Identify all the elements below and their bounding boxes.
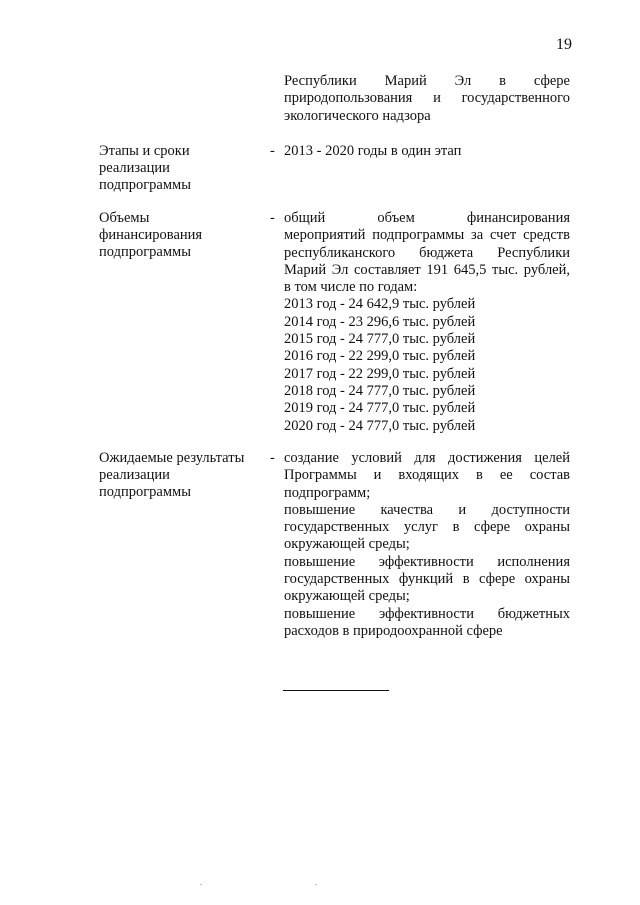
year-line: 2018 год - 24 777,0 тыс. рублей xyxy=(284,382,476,399)
label-line: Этапы и сроки xyxy=(99,143,190,159)
dash: - xyxy=(270,210,275,226)
text-line: повышение эффективности исполнения xyxy=(284,553,570,570)
label-line: реализации xyxy=(99,467,170,483)
dash: - xyxy=(270,143,275,159)
label-line: реализации xyxy=(99,160,170,176)
year-line: 2020 год - 24 777,0 тыс. рублей xyxy=(284,417,476,434)
text-line: в том числе по годам: xyxy=(284,279,418,296)
year-line: 2014 год - 23 296,6 тыс. рублей xyxy=(284,313,476,330)
financing-label xyxy=(99,210,264,261)
stages-label xyxy=(99,143,264,194)
dash: - xyxy=(270,450,275,466)
text-line: расходов в природоохранной сфере xyxy=(284,622,503,639)
text-line: повышение качества и доступности xyxy=(284,501,570,518)
results-value xyxy=(284,450,570,640)
label-line: подпрограммы xyxy=(99,244,191,260)
text-line: создание условий для достижения целей xyxy=(284,450,570,466)
text-line: Республики Марий Эл в сфере xyxy=(284,73,570,89)
label-line: подпрограммы xyxy=(99,484,191,500)
year-line: 2016 год - 22 299,0 тыс. рублей xyxy=(284,348,476,365)
financing-value xyxy=(284,210,570,435)
text-line: подпрограмм; xyxy=(284,484,371,501)
page-number: 19 xyxy=(556,36,572,53)
year-line: 2017 год - 22 299,0 тыс. рублей xyxy=(284,365,476,382)
text-line: Марий Эл составляет 191 645,5 тыс. рублей, xyxy=(284,261,570,278)
scan-speck xyxy=(315,884,317,885)
text-line: государственных услуг в сфере охраны xyxy=(284,519,570,536)
text-line: экологического надзора xyxy=(284,107,431,124)
closing-rule xyxy=(283,690,389,691)
label-line: подпрограммы xyxy=(99,177,191,193)
scan-speck xyxy=(200,884,202,885)
text-line: 2013 - 2020 годы в один этап xyxy=(284,143,462,159)
label-line: финансирования xyxy=(99,227,203,243)
text-line: мероприятий подпрограммы за счет средств xyxy=(284,227,570,244)
text-line: общий объем финансирования xyxy=(284,210,570,226)
text-line: окружающей среды; xyxy=(284,588,410,605)
text-line: природопользования и государственного xyxy=(284,90,570,107)
continuation-text xyxy=(284,73,570,125)
label-line: Объемы xyxy=(99,210,150,226)
year-line: 2013 год - 24 642,9 тыс. рублей xyxy=(284,296,476,313)
label-line: Ожидаемые результаты xyxy=(99,450,245,466)
stages-value xyxy=(284,143,570,160)
text-line: Программы и входящих в ее состав xyxy=(284,467,570,484)
text-line: республиканского бюджета Республики xyxy=(284,244,570,261)
year-line: 2019 год - 24 777,0 тыс. рублей xyxy=(284,400,476,417)
results-label xyxy=(99,450,264,501)
text-line: государственных функций в сфере охраны xyxy=(284,571,570,588)
text-line: повышение эффективности бюджетных xyxy=(284,605,570,622)
year-line: 2015 год - 24 777,0 тыс. рублей xyxy=(284,331,476,348)
text-line: окружающей среды; xyxy=(284,536,410,553)
